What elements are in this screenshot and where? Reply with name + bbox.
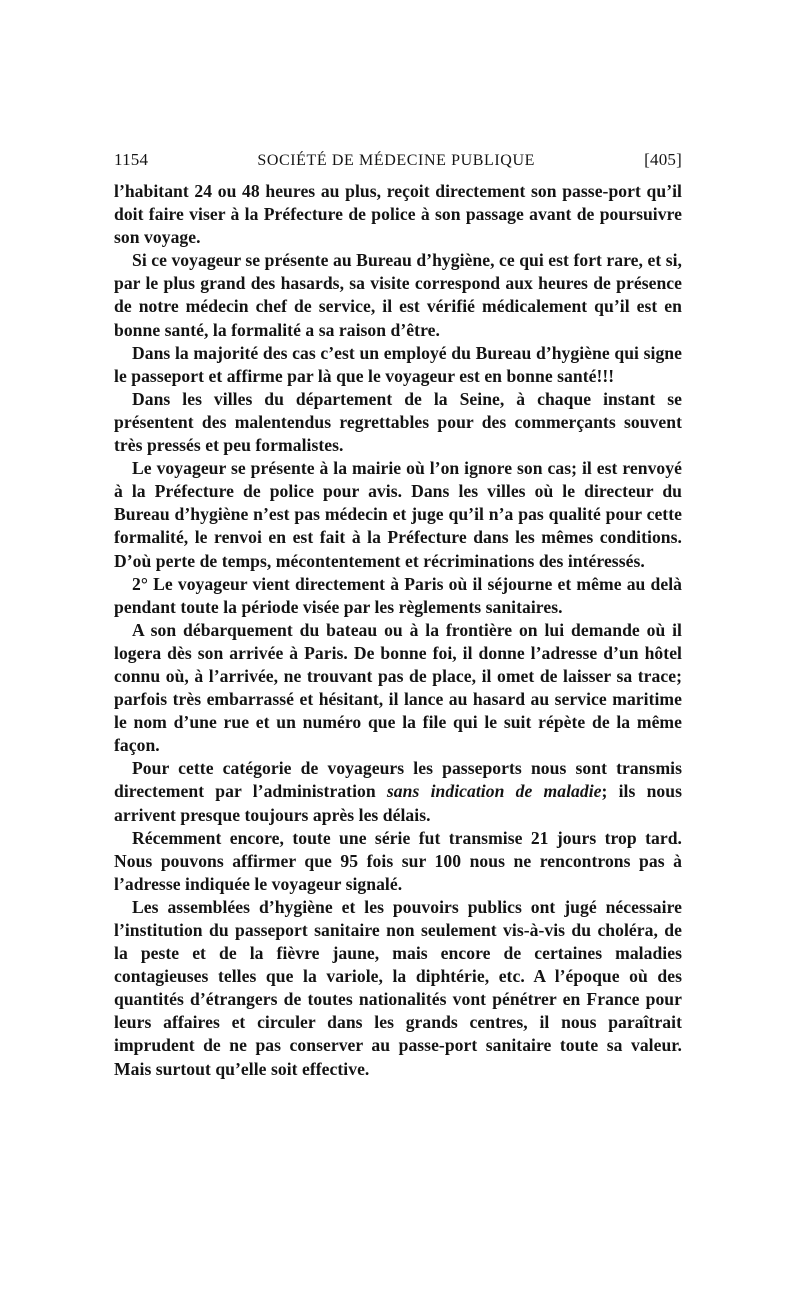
paragraph: Dans les villes du département de la Seine, à chaque instant se présentent des malentendus regrettables pour des commerçants souvent très pressés et peu formalistes.	[114, 388, 682, 456]
running-header	[114, 150, 682, 180]
page-number: 1154	[114, 150, 149, 169]
paragraph-numbered-2: 2° Le voyageur vient directement à Paris où il séjourne et même au delà pendant toute la période visée par les règlements sanitaires.	[114, 573, 682, 617]
paragraph: Dans la majorité des cas c’est un employé du Bureau d’hygiène qui signe le passeport et affirme par là que le voyageur est en bonne santé!!!	[114, 342, 682, 386]
paragraph-continuation: l’habitant 24 ou 48 heures au plus, reçoit directement son passe-port qu’il doit faire viser à la Préfecture de police à son passage avant de poursuivre son voyage.	[114, 181, 682, 248]
paragraph: Si ce voyageur se présente au Bureau d’hygiène, ce qui est fort rare, et si, par le plus grand des hasards, sa visite correspond aux heures de présence de notre médecin chef de service, il est vérifié médicalement qu’il est en bonne santé, la formalité a sa raison d’être.	[114, 250, 682, 340]
body-text	[114, 180, 682, 1081]
paragraph	[114, 757, 682, 826]
running-title: SOCIÉTÉ DE MÉDECINE PUBLIQUE	[257, 152, 535, 169]
document-page	[114, 150, 682, 1081]
paragraph-text: Pour cette catégorie de voyageurs les passeports nous sont transmis directement par l’administration	[114, 758, 682, 802]
paragraph-text: ; ils nous arrivent presque toujours après les délais.	[114, 781, 682, 825]
bracket-number: [405]	[644, 150, 682, 169]
paragraph: Les assemblées d’hygiène et les pouvoirs publics ont jugé nécessaire l’institution du passeport sanitaire non seulement vis-à-vis du choléra, de la peste et de la fièvre jaune, mais encore de certaines maladies contagieuses telles que la variole, la diphtérie, etc. A l’époque où des quantités d’étrangers de toutes nationalités vont pénétrer en France pour leurs affaires et circuler dans les grands centres, il nous paraîtrait imprudent de ne pas conserver au passe-port sanitaire toute sa valeur. Mais surtout qu’elle soit effective.	[114, 896, 682, 1079]
italic-phrase: sans indication de maladie	[386, 781, 602, 802]
paragraph: A son débarquement du bateau ou à la frontière on lui demande où il logera dès son arrivée à Paris. De bonne foi, il donne l’adresse d’un hôtel connu où, à l’arrivée, ne trouvant pas de place, il omet de laisser sa trace; parfois très embarrassé et hésitant, il lance au hasard au service maritime le nom d’une rue et un numéro que la file qui le suit répète de la même façon.	[114, 619, 682, 756]
paragraph: Récemment encore, toute une série fut transmise 21 jours trop tard. Nous pouvons affirmer que 95 fois sur 100 nous ne rencontrons pas à l’adresse indiquée le voyageur signalé.	[114, 827, 682, 894]
paragraph: Le voyageur se présente à la mairie où l’on ignore son cas; il est renvoyé à la Préfecture de police pour avis. Dans les villes où le directeur du Bureau d’hygiène n’est pas médecin et juge qu’il n’a pas qualité pour cette formalité, le renvoi en est fait à la Préfecture dans les mêmes conditions. D’où perte de temps, mécontentement et récriminations des intéressés.	[114, 458, 682, 571]
